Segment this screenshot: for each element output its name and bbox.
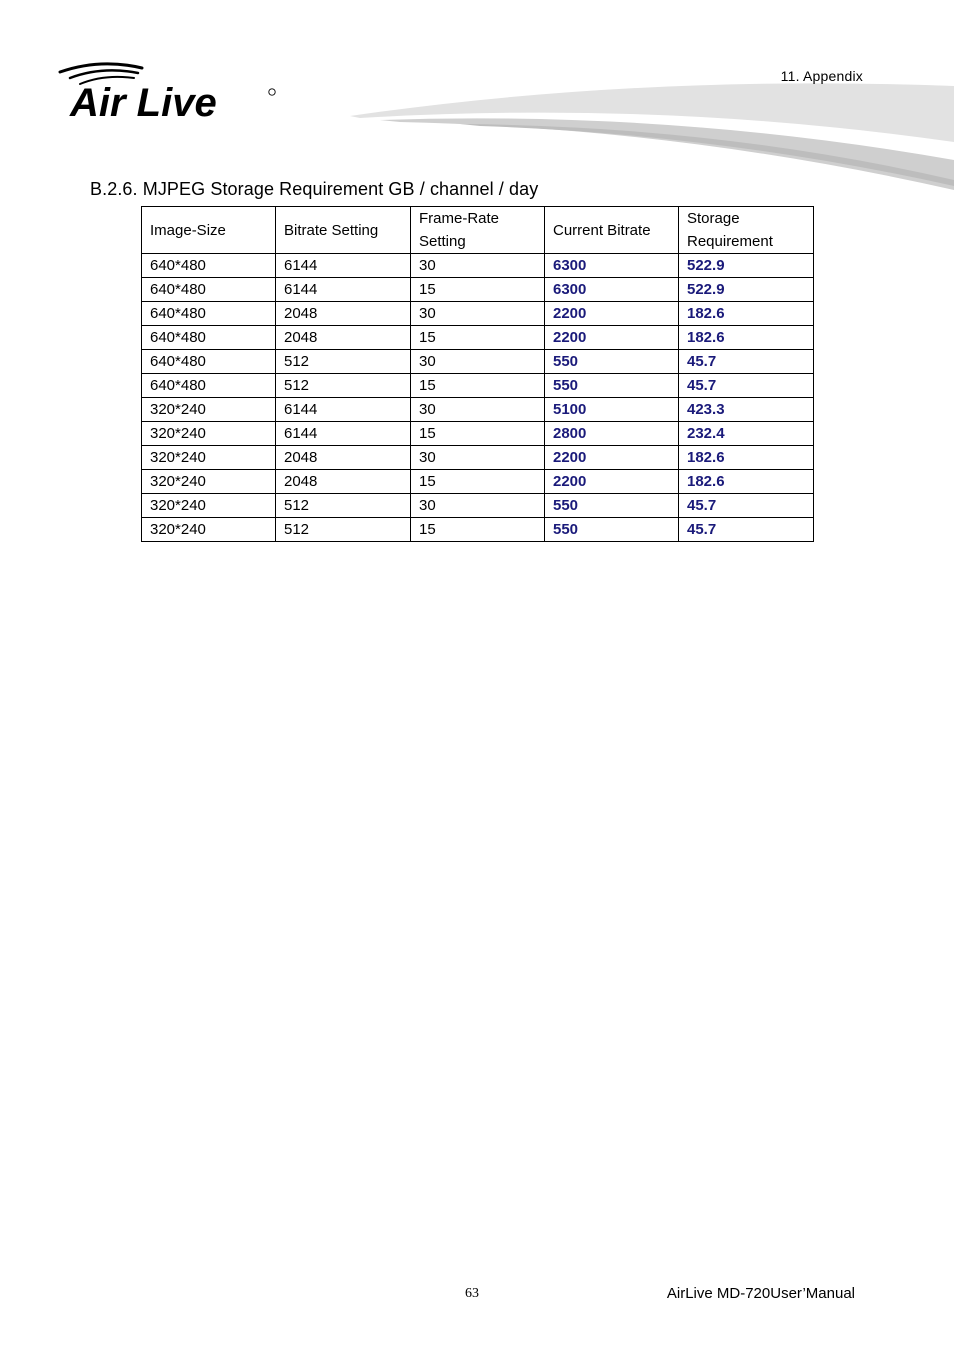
cell-current-bitrate: 2200 <box>545 446 679 470</box>
cell-image-size: 320*240 <box>142 494 276 518</box>
table-row <box>142 398 814 422</box>
page-number: 63 <box>465 1286 479 1301</box>
table-row <box>142 350 814 374</box>
cell-current-bitrate: 2800 <box>545 422 679 446</box>
cell-storage-requirement: 182.6 <box>679 446 814 470</box>
cell-bitrate-setting: 2048 <box>276 302 411 326</box>
cell-current-bitrate: 2200 <box>545 470 679 494</box>
cell-storage-requirement: 232.4 <box>679 422 814 446</box>
table-row <box>142 518 814 542</box>
cell-frame-rate: 30 <box>411 494 545 518</box>
cell-image-size: 320*240 <box>142 398 276 422</box>
cell-image-size: 640*480 <box>142 374 276 398</box>
cell-storage-requirement: 522.9 <box>679 254 814 278</box>
cell-storage-requirement: 45.7 <box>679 494 814 518</box>
section-title: B.2.6. MJPEG Storage Requirement GB / channel / day <box>90 179 539 199</box>
airlive-logo <box>56 58 286 122</box>
registered-mark-icon <box>269 89 275 95</box>
column-header-storage-requirement: Storage Requirement <box>679 207 814 254</box>
cell-bitrate-setting: 2048 <box>276 446 411 470</box>
cell-image-size: 640*480 <box>142 302 276 326</box>
cell-image-size: 320*240 <box>142 446 276 470</box>
table-row <box>142 446 814 470</box>
table-row <box>142 494 814 518</box>
cell-image-size: 320*240 <box>142 422 276 446</box>
cell-image-size: 640*480 <box>142 278 276 302</box>
table-row <box>142 374 814 398</box>
cell-frame-rate: 15 <box>411 326 545 350</box>
cell-frame-rate: 15 <box>411 422 545 446</box>
cell-image-size: 320*240 <box>142 518 276 542</box>
cell-storage-requirement: 182.6 <box>679 302 814 326</box>
column-header-bitrate-setting: Bitrate Setting <box>276 207 411 254</box>
table-header-row <box>142 207 814 254</box>
cell-current-bitrate: 2200 <box>545 326 679 350</box>
cell-bitrate-setting: 2048 <box>276 326 411 350</box>
cell-storage-requirement: 45.7 <box>679 350 814 374</box>
cell-frame-rate: 30 <box>411 398 545 422</box>
manual-title: AirLive MD-720User’Manual <box>666 1285 855 1302</box>
cell-current-bitrate: 2200 <box>545 302 679 326</box>
cell-current-bitrate: 5100 <box>545 398 679 422</box>
cell-frame-rate: 30 <box>411 350 545 374</box>
table-row <box>142 254 814 278</box>
table-row <box>142 278 814 302</box>
cell-frame-rate: 15 <box>411 518 545 542</box>
table-row <box>142 302 814 326</box>
cell-current-bitrate: 550 <box>545 518 679 542</box>
cell-frame-rate: 30 <box>411 302 545 326</box>
cell-bitrate-setting: 512 <box>276 374 411 398</box>
cell-frame-rate: 15 <box>411 374 545 398</box>
column-header-current-bitrate: Current Bitrate <box>545 207 679 254</box>
cell-bitrate-setting: 6144 <box>276 422 411 446</box>
storage-requirement-table <box>141 206 814 542</box>
cell-current-bitrate: 550 <box>545 374 679 398</box>
logo-wordmark: Air Live <box>70 81 217 122</box>
cell-image-size: 640*480 <box>142 254 276 278</box>
cell-bitrate-setting: 6144 <box>276 278 411 302</box>
cell-bitrate-setting: 512 <box>276 518 411 542</box>
table-row <box>142 470 814 494</box>
cell-storage-requirement: 45.7 <box>679 374 814 398</box>
cell-current-bitrate: 550 <box>545 350 679 374</box>
cell-frame-rate: 30 <box>411 254 545 278</box>
cell-bitrate-setting: 6144 <box>276 398 411 422</box>
cell-frame-rate: 15 <box>411 278 545 302</box>
table-row <box>142 422 814 446</box>
cell-storage-requirement: 522.9 <box>679 278 814 302</box>
cell-current-bitrate: 6300 <box>545 278 679 302</box>
cell-current-bitrate: 6300 <box>545 254 679 278</box>
cell-bitrate-setting: 6144 <box>276 254 411 278</box>
cell-storage-requirement: 182.6 <box>679 470 814 494</box>
cell-storage-requirement: 182.6 <box>679 326 814 350</box>
cell-storage-requirement: 423.3 <box>679 398 814 422</box>
cell-bitrate-setting: 2048 <box>276 470 411 494</box>
table-row <box>142 326 814 350</box>
cell-storage-requirement: 45.7 <box>679 518 814 542</box>
cell-current-bitrate: 550 <box>545 494 679 518</box>
cell-image-size: 640*480 <box>142 350 276 374</box>
cell-bitrate-setting: 512 <box>276 494 411 518</box>
cell-frame-rate: 15 <box>411 470 545 494</box>
cell-image-size: 640*480 <box>142 326 276 350</box>
cell-frame-rate: 30 <box>411 446 545 470</box>
chapter-label: 11. Appendix <box>780 68 863 84</box>
cell-image-size: 320*240 <box>142 470 276 494</box>
cell-bitrate-setting: 512 <box>276 350 411 374</box>
column-header-frame-rate-setting: Frame-Rate Setting <box>411 207 545 254</box>
column-header-image-size: Image-Size <box>142 207 276 254</box>
